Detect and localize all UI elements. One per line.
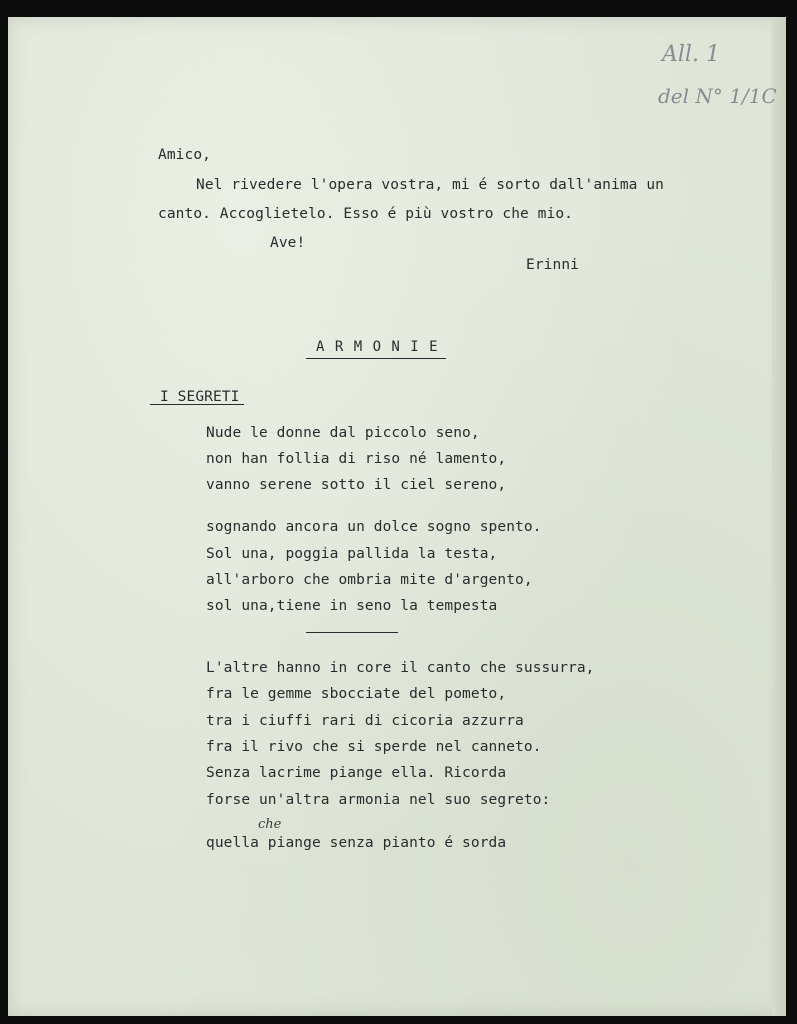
letter-body-line-2: canto. Accoglietelo. Esso é più vostro che mio. <box>158 206 573 222</box>
section-title: I SEGRETI <box>160 389 240 405</box>
poem-title-underline <box>306 358 446 359</box>
poem-verse: fra il rivo che si sperde nel canneto. <box>206 739 542 755</box>
poem-verse: vanno serene sotto il ciel sereno, <box>206 477 507 493</box>
poem-verse: tra i ciuffi rari di cicoria azzurra <box>206 713 524 729</box>
poem-verse: all'arboro che ombria mite d'argento, <box>206 572 533 588</box>
poem-verse: L'altre hanno in core il canto che sussurra, <box>206 660 595 676</box>
poem-verse: forse un'altra armonia nel suo segreto: <box>206 792 551 808</box>
letter-signature: Erinni <box>526 257 579 273</box>
section-title-underline <box>150 404 244 405</box>
poem-verse: sol una,tiene in seno la tempesta <box>206 598 498 614</box>
letter-closing: Ave! <box>270 235 306 251</box>
poem-last-verse: quella piange senza pianto é sorda <box>206 835 507 851</box>
poem-title: A R M O N I E <box>316 339 439 355</box>
stanza-divider <box>306 632 398 633</box>
poem-verse: fra le gemme sbocciate del pometo, <box>206 686 507 702</box>
archive-annotation-line1: All. 1 <box>662 42 720 67</box>
poem-verse: non han follia di riso né lamento, <box>206 451 507 467</box>
typewritten-page <box>8 17 786 1016</box>
letter-body-line-1: Nel rivedere l'opera vostra, mi é sorto dall'anima un <box>196 177 664 193</box>
poem-verse: sognando ancora un dolce sogno spento. <box>206 519 542 535</box>
poem-verse: Senza lacrime piange ella. Ricorda <box>206 765 507 781</box>
handwritten-insertion: che <box>258 817 282 832</box>
poem-verse: Nude le donne dal piccolo seno, <box>206 425 480 441</box>
poem-verse: Sol una, poggia pallida la testa, <box>206 546 498 562</box>
archive-annotation-line2: del N° 1/1C <box>658 84 777 108</box>
letter-salutation: Amico, <box>158 147 211 163</box>
page-edge <box>772 17 786 1016</box>
